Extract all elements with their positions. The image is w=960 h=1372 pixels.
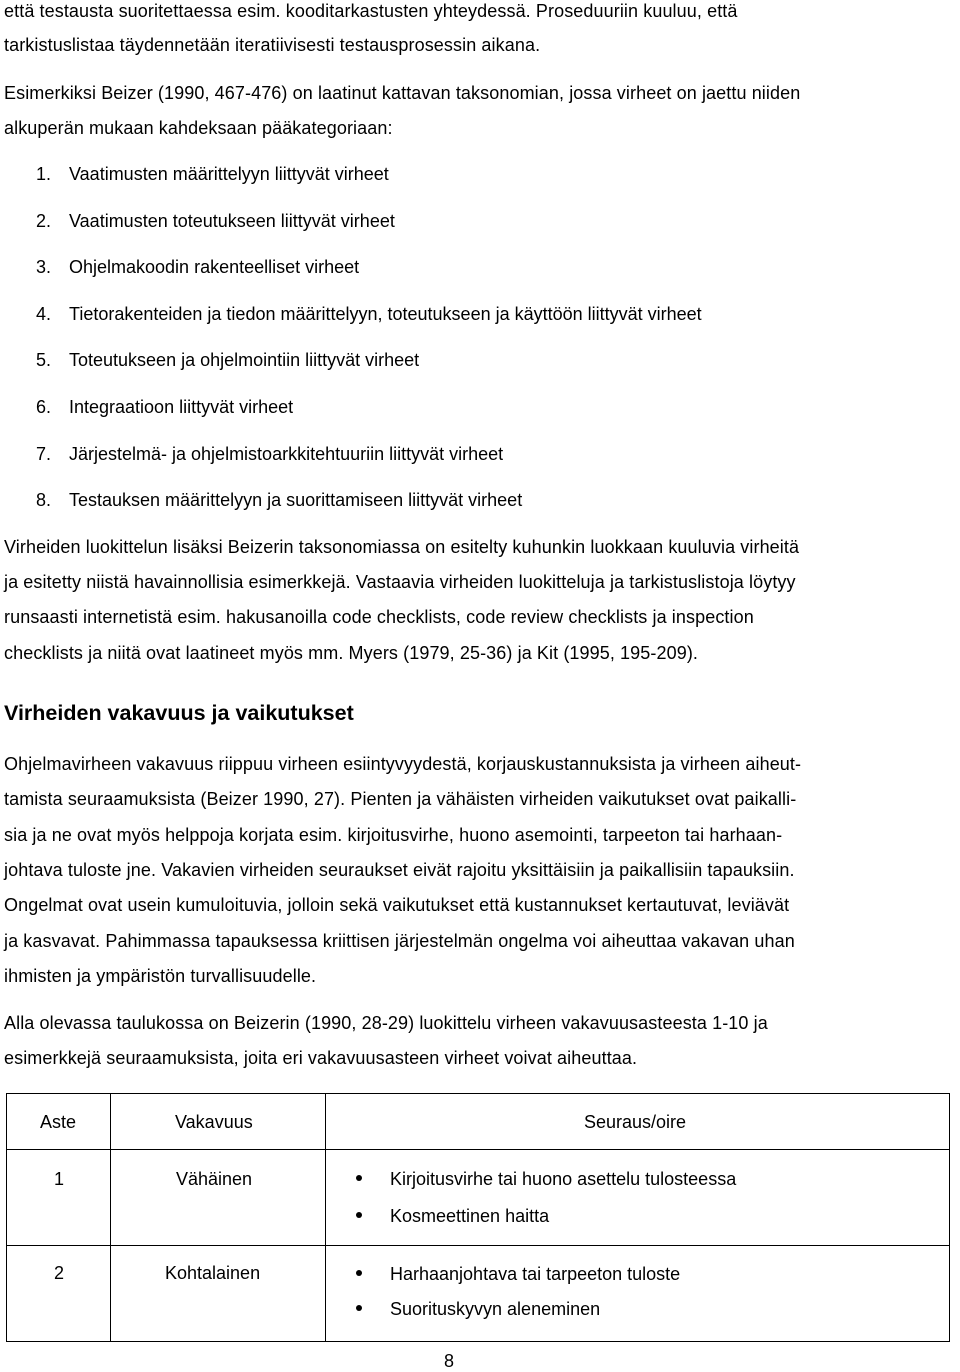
intro-line: että testausta suoritettaessa esim. kooditarkastusten yhteydessä. Proseduuriin kuuluu, että [4, 1, 738, 21]
list-number: 7. [36, 444, 52, 464]
page-number: 8 [444, 1351, 455, 1371]
list-number: 8. [36, 490, 52, 510]
intro-line: tarkistuslistaa täydennetään iteratiivisesti testausprosessin aikana. [4, 35, 541, 55]
table-divider [110, 1094, 111, 1342]
list-text: Järjestelmä- ja ohjelmistoarkkitehtuuriin liittyvät virheet [69, 444, 504, 464]
list-item [36, 303, 702, 325]
table-bullet-item [356, 1168, 736, 1190]
list-text: Vaatimusten toteutukseen liittyvät virheet [69, 211, 395, 231]
list-item [36, 396, 293, 418]
list-number: 6. [36, 397, 52, 417]
paragraph-line: sia ja ne ovat myös helppoja korjata esim. kirjoitusvirhe, huono asemointi, tarpeeton tai harhaan- [4, 825, 783, 845]
list-number: 4. [36, 304, 52, 324]
table-bullet-item [356, 1205, 549, 1227]
list-item [36, 443, 503, 465]
list-item [36, 256, 359, 278]
table-divider [325, 1094, 326, 1342]
list-number: 5. [36, 350, 52, 370]
paragraph-line: Alla olevassa taulukossa on Beizerin (1990, 28-29) luokittelu virheen vakavuusasteesta 1-10 ja [4, 1013, 768, 1033]
paragraph-line: johtava tuloste jne. Vakavien virheiden seuraukset eivät rajoitu yksittäisiin ja paikallisiin tapauksiin. [4, 860, 795, 880]
table-divider [949, 1094, 950, 1342]
bullet-text: Kosmeettinen haitta [390, 1206, 550, 1226]
bullet-icon [356, 1175, 362, 1181]
list-text: Ohjelmakoodin rakenteelliset virheet [69, 257, 360, 277]
paragraph-line: runsaasti internetistä esim. hakusanoilla code checklists, code review checklists ja inspection [4, 607, 754, 627]
list-text: Toteutukseen ja ohjelmointiin liittyvät virheet [69, 350, 420, 370]
list-item [36, 210, 395, 232]
paragraph-line: esimerkkejä seuraamuksista, joita eri vakavuusasteen virheet voivat aiheuttaa. [4, 1048, 638, 1068]
table-divider [7, 1341, 950, 1342]
bullet-icon [356, 1270, 362, 1276]
list-text: Testauksen määrittelyyn ja suorittamiseen liittyvät virheet [69, 490, 523, 510]
paragraph-line: ja esitetty niistä havainnollisia esimerkkejä. Vastaavia virheiden luokitteluja ja tarkistuslistoja löytyy [4, 572, 796, 592]
paragraph-line: Ongelmat ovat usein kumuloituvia, jolloin sekä vaikutukset että kustannukset kertautuvat, leviävät [4, 895, 790, 915]
table-cell-aste: 1 [54, 1169, 65, 1189]
table-divider [7, 1149, 950, 1150]
list-number: 3. [36, 257, 52, 277]
paragraph-line: ja kasvavat. Pahimmassa tapauksessa kriittisen järjestelmän ongelma voi aiheuttaa vakavan uhan [4, 931, 795, 951]
paragraph-line: checklists ja niitä ovat laatineet myös mm. Myers (1979, 25-36) ja Kit (1995, 195-209). [4, 643, 699, 663]
section-heading: Virheiden vakavuus ja vaikutukset [4, 701, 354, 725]
list-number: 2. [36, 211, 52, 231]
list-item [36, 349, 419, 371]
table-bullet-item [356, 1298, 600, 1320]
paragraph-line: ihmisten ja ympäristön turvallisuudelle. [4, 966, 317, 986]
list-text: Integraatioon liittyvät virheet [69, 397, 294, 417]
table-header-vakavuus: Vakavuus [175, 1112, 253, 1132]
table-bullet-item [356, 1263, 680, 1285]
list-item [36, 489, 522, 511]
paragraph-line: Virheiden luokittelun lisäksi Beizerin taksonomiassa on esitelty kuhunkin luokkaan kuuluvia virheitä [4, 537, 800, 557]
table-header-seuraus: Seuraus/oire [584, 1112, 687, 1132]
bullet-text: Suorituskyvyn aleneminen [390, 1299, 601, 1319]
bullet-icon [356, 1212, 362, 1218]
table-cell-vakavuus: Kohtalainen [165, 1263, 261, 1283]
intro-line: Esimerkiksi Beizer (1990, 467-476) on laatinut kattavan taksonomian, jossa virheet on jaettu niiden [4, 83, 801, 103]
intro-line: alkuperän mukaan kahdeksaan pääkategoriaan: [4, 118, 393, 138]
bullet-text: Harhaanjohtava tai tarpeeton tuloste [390, 1264, 681, 1284]
list-text: Vaatimusten määrittelyyn liittyvät virheet [69, 164, 389, 184]
bullet-text: Kirjoitusvirhe tai huono asettelu tulosteessa [390, 1169, 737, 1189]
paragraph-line: tamista seuraamuksista (Beizer 1990, 27). Pienten ja vähäisten virheiden vaikutukset ovat paikalli- [4, 789, 797, 809]
table-header-aste: Aste [40, 1112, 77, 1132]
table-cell-aste: 2 [54, 1263, 65, 1283]
list-text: Tietorakenteiden ja tiedon määrittelyyn, toteutukseen ja käyttöön liittyvät virheet [69, 304, 702, 324]
list-number: 1. [36, 164, 52, 184]
bullet-icon [356, 1305, 362, 1311]
list-item [36, 163, 389, 185]
paragraph-line: Ohjelmavirheen vakavuus riippuu virheen esiintyvyydestä, korjauskustannuksista ja virheen aiheut- [4, 754, 802, 774]
table-divider [7, 1245, 950, 1246]
table-cell-vakavuus: Vähäinen [176, 1169, 253, 1189]
